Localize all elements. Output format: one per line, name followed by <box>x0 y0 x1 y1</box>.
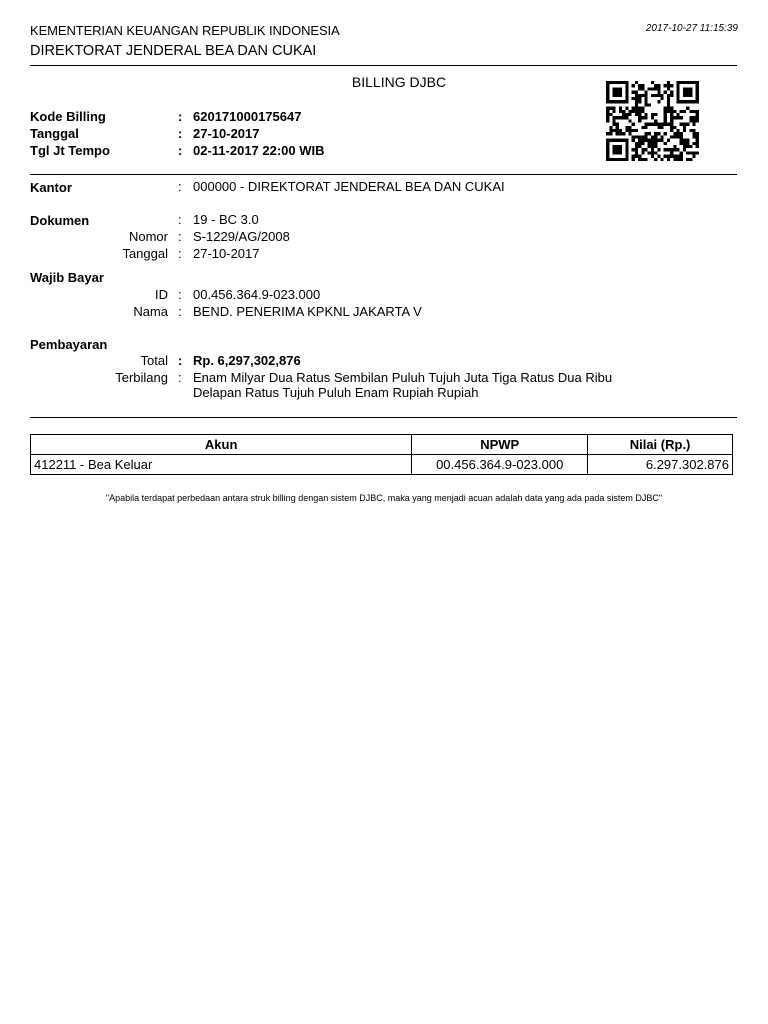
colon: : <box>178 246 182 261</box>
document-title: BILLING DJBC <box>351 74 447 90</box>
directorate-name: DIREKTORAT JENDERAL BEA DAN CUKAI <box>30 43 317 59</box>
colon: : <box>178 304 182 319</box>
jt-tempo-label: Tgl Jt Tempo <box>30 143 110 158</box>
nama-value: BEND. PENERIMA KPKNL JAKARTA V <box>193 304 422 319</box>
nilai-header: Nilai (Rp.) <box>588 435 733 455</box>
colon: : <box>178 370 182 385</box>
terbilang-line-2: Delapan Ratus Tujuh Puluh Enam Rupiah Rupiah <box>193 385 479 400</box>
terbilang-label: Terbilang <box>115 370 168 385</box>
table-row <box>31 455 733 475</box>
table-divider <box>30 417 737 418</box>
npwp-cell: 00.456.364.9-023.000 <box>412 455 588 475</box>
tanggal-label: Tanggal <box>30 126 79 141</box>
section-divider <box>30 174 737 175</box>
dokumen-tanggal-label: Tanggal <box>122 246 168 261</box>
id-label: ID <box>155 287 168 302</box>
wajib-bayar-label: Wajib Bayar <box>30 270 104 285</box>
colon: : <box>178 109 183 124</box>
terbilang-line-1: Enam Milyar Dua Ratus Sembilan Puluh Tujuh Juta Tiga Ratus Dua Ribu <box>193 370 613 385</box>
ministry-name: KEMENTERIAN KEUANGAN REPUBLIK INDONESIA <box>30 23 340 38</box>
akun-table <box>30 434 733 475</box>
print-timestamp: 2017-10-27 11:15:39 <box>645 23 738 34</box>
pembayaran-label: Pembayaran <box>30 337 108 352</box>
id-value: 00.456.364.9-023.000 <box>193 287 321 302</box>
disclaimer-note: "Apabila terdapat perbedaan antara struk billing dengan sistem DJBC, maka yang menjadi acuan adalah data yang ada pada sistem DJBC" <box>105 493 663 503</box>
colon: : <box>178 353 183 368</box>
total-value: Rp. 6,297,302,876 <box>193 353 301 368</box>
nomor-value: S-1229/AG/2008 <box>193 229 290 244</box>
jt-tempo-value: 02-11-2017 22:00 WIB <box>193 143 325 158</box>
akun-header: Akun <box>31 435 412 455</box>
qr-code-icon <box>605 81 700 161</box>
colon: : <box>178 229 182 244</box>
nomor-label: Nomor <box>128 229 168 244</box>
nama-label: Nama <box>133 304 168 319</box>
tanggal-value: 27-10-2017 <box>193 126 260 141</box>
kode-billing-label: Kode Billing <box>30 109 106 124</box>
table-header-row <box>31 435 733 455</box>
npwp-header: NPWP <box>412 435 588 455</box>
akun-cell: 412211 - Bea Keluar <box>31 455 412 475</box>
nilai-cell: 6.297.302.876 <box>588 455 733 475</box>
dokumen-label: Dokumen <box>30 213 90 228</box>
header-divider <box>30 65 737 66</box>
total-label: Total <box>140 353 168 368</box>
colon: : <box>178 126 183 141</box>
kantor-label: Kantor <box>30 180 72 195</box>
colon: : <box>178 212 182 227</box>
dokumen-tanggal-value: 27-10-2017 <box>193 246 260 261</box>
colon: : <box>178 287 182 302</box>
dokumen-value: 19 - BC 3.0 <box>193 212 259 227</box>
colon: : <box>178 143 183 158</box>
kode-billing-value: 620171000175647 <box>193 109 302 124</box>
kantor-value: 000000 - DIREKTORAT JENDERAL BEA DAN CUKAI <box>193 179 505 194</box>
colon: : <box>178 179 182 194</box>
